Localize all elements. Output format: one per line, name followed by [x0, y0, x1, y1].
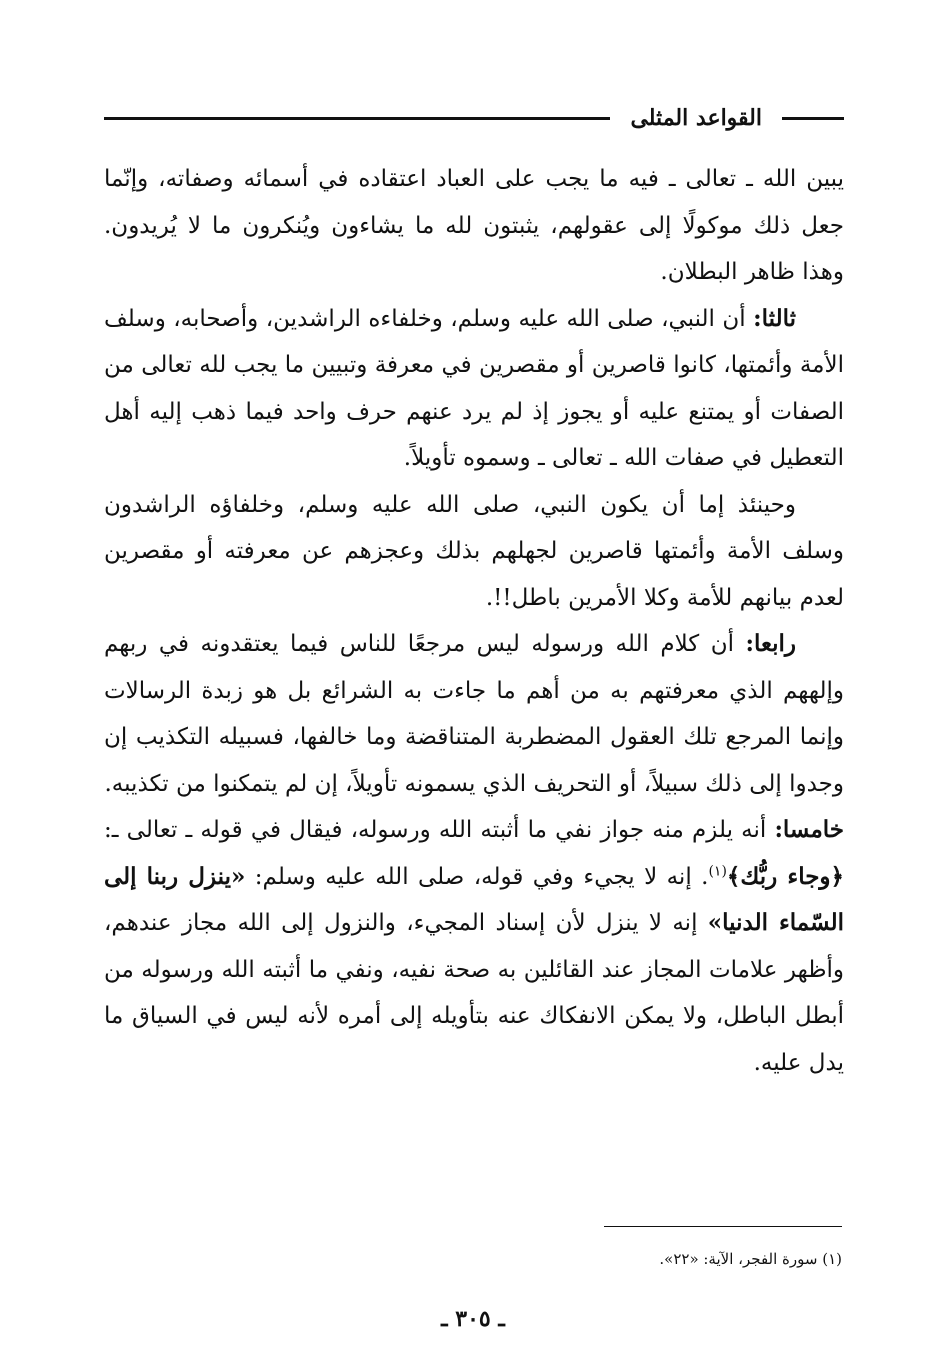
footnote: (١) سورة الفجر، الآية: «٢٢». — [659, 1250, 842, 1268]
paragraph-3-text: وحينئذ إما أن يكون النبي، صلى الله عليه وسلم، وخلفاؤه الراشدون وسلف الأمة وأئمتها قاصرين لجهلهم بذلك وعجزهم عن معرفته أو مقصرين لعدم بيانهم للأمة وكلا الأمرين باطل!!. — [104, 491, 844, 611]
footnote-separator — [604, 1226, 842, 1227]
paragraph-5-text-middle: . إنه لا يجيء وفي قوله، صلى الله عليه وسلم: — [245, 863, 709, 890]
paragraph-5-text-after: إنه لا ينزل لأن إسناد المجيء، والنزول إلى الله مجاز عندهم، وأظهر علامات المجاز عند القائلين به صحة نفيه، ونفي ما أثبته الله ورسوله من أبطل الباطل، ولا يمكن الانفكاك عنه بتأويله إلى أمره لأنه ليس في السياق ما يدل عليه. — [104, 910, 844, 1076]
header-title: القواعد المثلى — [630, 105, 762, 131]
header-rule-long — [104, 117, 610, 120]
page-number: ـ ٣٠٥ ـ — [441, 1306, 505, 1332]
paragraph-5-lead: خامسا: — [774, 816, 844, 843]
paragraph-5-text-before: أنه يلزم منه جواز نفي ما أثبته الله ورسوله، فيقال في قوله ـ تعالى ـ: — [104, 817, 775, 843]
paragraph-1-text: يبين الله ـ تعالى ـ فيه ما يجب على العباد اعتقاده في أسمائه وصفاته، وإنّما جعل ذلك موكولًا إلى عقولهم، يثبتون لله ما يشاءون ويُنكرون ما لا يُريدون. وهذا ظاهر البطلان. — [104, 166, 844, 285]
running-header — [104, 100, 844, 136]
quran-verse: ﴿وجاء ربُّك﴾ — [726, 862, 845, 890]
paragraph-4-lead: رابعا: — [745, 630, 796, 657]
hadith-quote: «ينزل ربنا إلى السّماء الدنيا» — [104, 862, 844, 936]
main-text — [104, 156, 844, 1086]
footnote-reference: (١) — [708, 862, 727, 879]
paragraph-2-text: أن النبي، صلى الله عليه وسلم، وخلفاءه الراشدين، وأصحابه، وسلف الأمة وأئمتها، كانوا قاصرين أو مقصرين في معرفة وتبيين ما يجب لله تعالى من الصفات أو يمتنع عليه أو يجوز إذ لم يرد عنهم حرف واحد فيما ذهب إليه أهل التعطيل في صفات الله ـ تعالى ـ وسموه تأويلاً. — [104, 305, 844, 471]
paragraph-2-lead: ثالثا: — [753, 304, 796, 332]
header-rule-short — [782, 117, 844, 120]
paragraph-5 — [104, 807, 844, 1086]
paragraph-2 — [104, 296, 844, 482]
paragraph-1 — [104, 156, 844, 296]
paragraph-3 — [104, 482, 844, 622]
paragraph-4 — [104, 621, 844, 807]
paragraph-4-text: أن كلام الله ورسوله ليس مرجعًا للناس فيما يعتقدونه في ربهم وإلههم الذي معرفتهم به من أهم ما جاءت به الشرائع بل هو زبدة الرسالات وإنما المرجع تلك العقول المضطربة المتناقضة وما خالفها، فسبيله التكذيب إن وجدوا إلى ذلك سبيلاً، أو التحريف الذي يسمونه تأويلاً، إن لم يتمكنوا من تكذيبه. — [104, 631, 845, 797]
